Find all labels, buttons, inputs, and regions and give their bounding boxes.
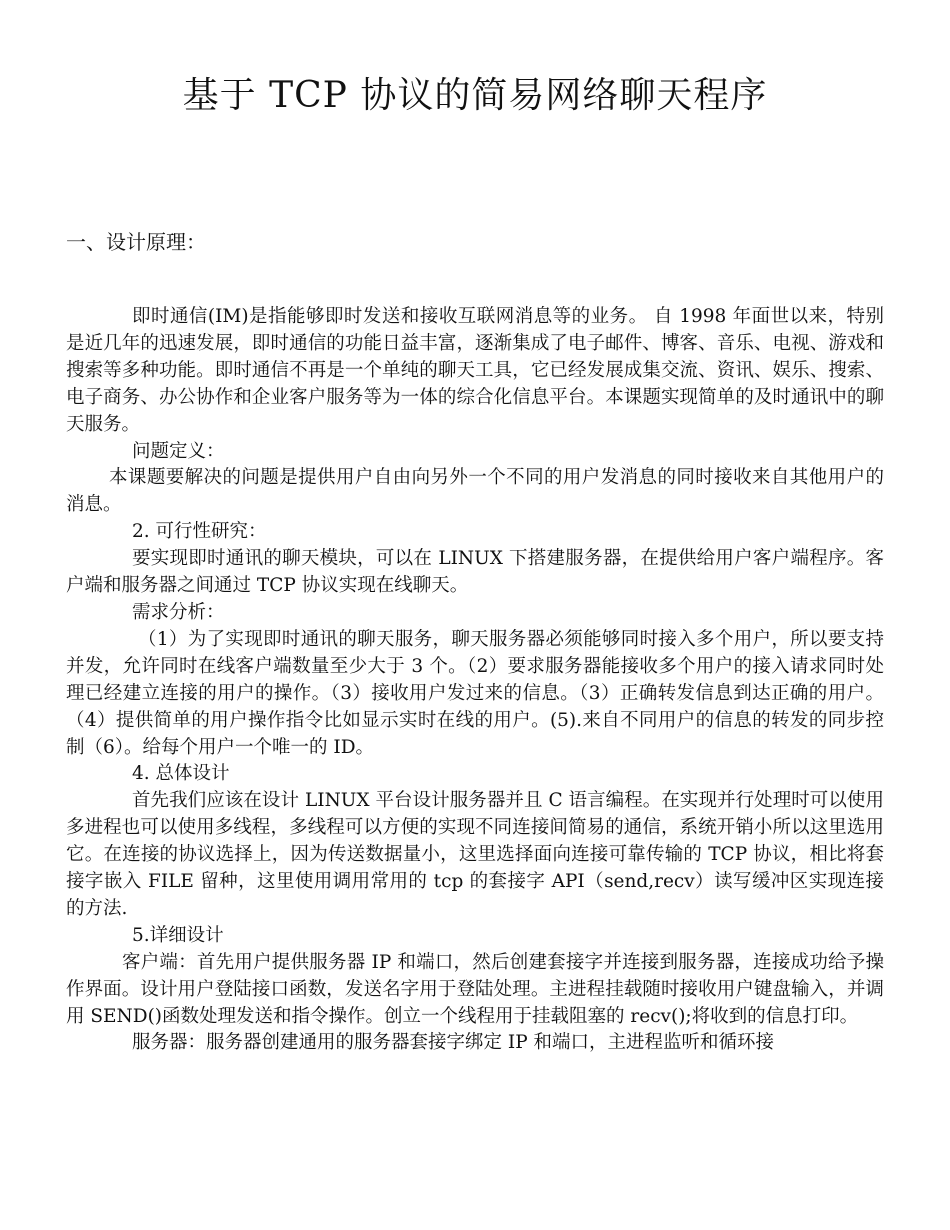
document-title: 基于 TCP 协议的简易网络聊天程序 [182,75,768,116]
document-body [66,304,884,1057]
section-heading: 一、设计原理： [66,230,206,254]
paragraph-client: 客户端：首先用户提供服务器 IP 和端口，然后创建套接字并连接到服务器，连接成功给予操作界面。设计用户登陆接口函数，发送名字用于登陆处理。主进程挂载随时接收用户键盘输入，并调用 SEND()函数处理发送和指令操作。创立一个线程用于挂载阻塞的 recv();将收到的信息打印。 [66,951,884,1027]
paragraph-requirements-heading: 需求分析： [132,601,225,623]
paragraph-problem-definition: 本课题要解决的问题是提供用户自由向另外一个不同的用户发消息的同时接收来自其他用户的消息。 [66,467,884,516]
paragraph-requirements: （1）为了实现即时通讯的聊天服务，聊天服务器必须能够同时接入多个用户，所以要支持并发，允许同时在线客户端数量至少大于 3 个。（2）要求服务器能接收多个用户的接入请求同时处理已经建立连接的用户的操作。（3）接收用户发过来的信息。（3）正确转发信息到达正确的用户。（4）提供简单的用户操作指令比如显示实时在线的用户。(5).来自不同用户的信息的转发的同步控制（6）。给每个用户一个唯一的 ID。 [66,628,884,758]
paragraph-overall-design-heading: 4. 总体设计 [132,763,230,785]
paragraph-feasibility: 要实现即时通讯的聊天模块，可以在 LINUX 下搭建服务器，在提供给用户客户端程序。客户端和服务器之间通过 TCP 协议实现在线聊天。 [66,548,884,597]
paragraph-overall-design: 首先我们应该在设计 LINUX 平台设计服务器并且 C 语言编程。在实现并行处理时可以使用多进程也可以使用多线程，多线程可以方便的实现不同连接间简易的通信，系统开销小所以这里选用它。在连接的协议选择上，因为传送数据量小，这里选择面向连接可靠传输的 TCP 协议，相比将套接字嵌入 FILE 留种，这里使用调用常用的 tcp 的套接字 API（send,recv）读写缓冲区实现连接的方法. [66,790,884,919]
paragraph-intro: 即时通信(IM)是指能够即时发送和接收互联网消息等的业务。 自 1998 年面世以来，特别是近几年的迅速发展，即时通信的功能日益丰富，逐渐集成了电子邮件、博客、音乐、电视、游戏和搜索等多种功能。即时通信不再是一个单纯的聊天工具，它已经发展成集交流、资讯、娱乐、搜索、电子商务、办公协作和企业客户服务等为一体的综合化信息平台。本课题实现简单的及时通讯中的聊天服务。 [66,306,884,435]
paragraph-problem-heading: 问题定义： [132,440,225,462]
paragraph-feasibility-heading: 2. 可行性研究： [132,521,267,543]
paragraph-detailed-design-heading: 5.详细设计 [132,924,224,946]
paragraph-server: 服务器：服务器创建通用的服务器套接字绑定 IP 和端口，主进程监听和循环接 [132,1032,775,1054]
